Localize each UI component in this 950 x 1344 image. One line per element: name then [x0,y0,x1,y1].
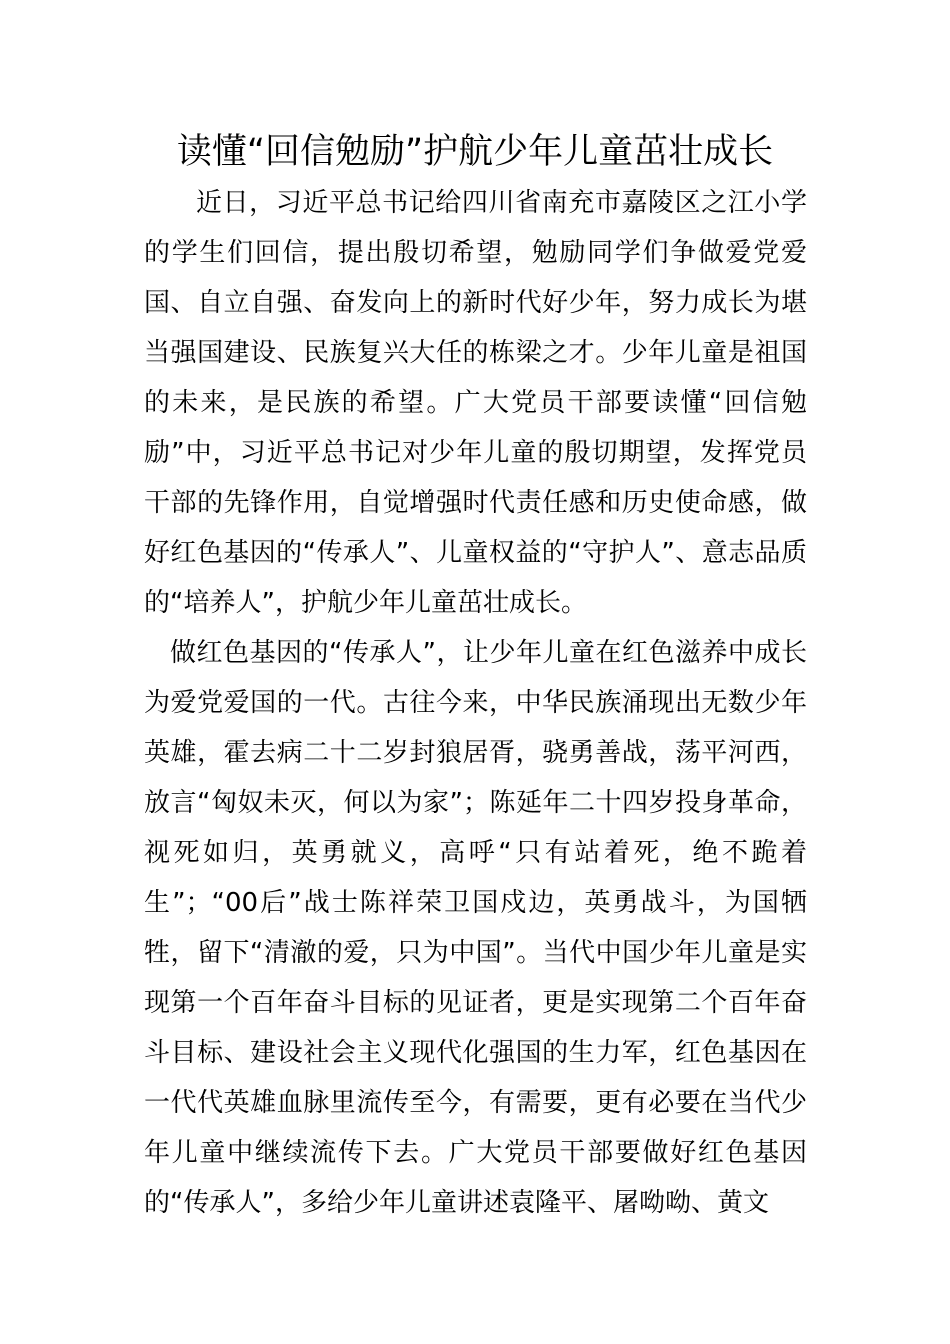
document-title: 读懂“回信勉励”护航少年儿童茁壮成长 [176,132,774,172]
paragraph-intro: 近日，习近平总书记给四川省南充市嘉陵区之江小学的学生们回信，提出殷切希望，勉励同学们争做爱党爱国、自立自强、奋发向上的新时代好少年，努力成长为堪当强国建设、民族复兴大任的栋梁之才。少年儿童是祖国的未来，是民族的希望。广大党员干部要读懂“回信勉励”中，习近平总书记对少年儿童的殷切期望，发挥党员干部的先锋作用，自觉增强时代责任感和历史使命感，做好红色基因的“传承人”、儿童权益的“守护人”、意志品质的“培养人”，护航少年儿童茁壮成长。 [144,188,807,618]
paragraph-red-gene: 做红色基因的“传承人”，让少年儿童在红色滋养中成长为爱党爱国的一代。古往今来，中华民族涌现出无数少年英雄，霍去病二十二岁封狼居胥，骁勇善战，荡平河西，放言“匈奴未灭，何以为家”；陈延年二十四岁投身革命，视死如归，英勇就义，高呼“只有站着死，绝不跪着生”；“00后”战士陈祥荣卫国戍边，英勇战斗，为国牺牲，留下“清澈的爱，只为中国”。当代中国少年儿童是实现第一个百年奋斗目标的见证者，更是实现第二个百年奋斗目标、建设社会主义现代化强国的生力军，红色基因在一代代英雄血脉里流传至今，有需要，更有必要在当代少年儿童中继续流传下去。广大党员干部要做好红色基因的“传承人”，多给少年儿童讲述袁隆平、屠呦呦、黄文 [144,638,807,1218]
document-body [144,178,807,1228]
